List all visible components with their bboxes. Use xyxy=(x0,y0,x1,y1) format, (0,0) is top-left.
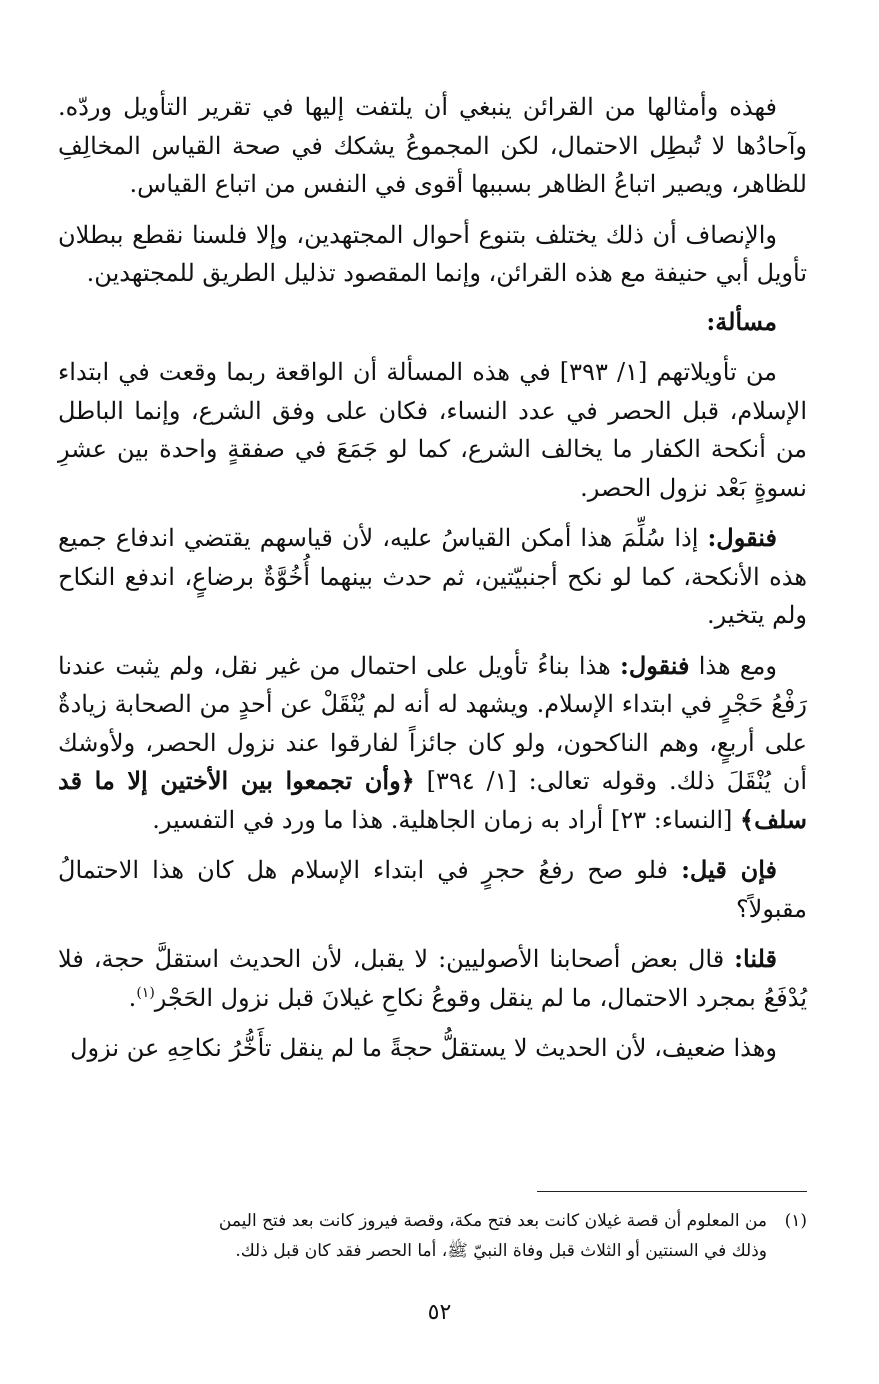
paragraph-2: والإنصاف أن ذلك يختلف بتنوع أحوال المجتهدين، وإلا فلسنا نقطع ببطلان تأويل أبي حنيفة مع هذه القرائن، وإنما المقصود تذليل الطريق للمجتهدين. xyxy=(58,220,807,287)
footnote-text-line-1: من المعلوم أن قصة غيلان كانت بعد فتح مكة، وقصة فيروز كانت بعد فتح اليمن xyxy=(218,1211,767,1231)
paragraph-7-body: قال بعض أصحابنا الأصوليين: لا يقبل، لأن الحديث استقلَّ حجة، فلا يُدْفَعُ بمجرد الاحتمال، ما لم ينقل وقوعُ نكاحِ غيلانَ قبل نزول الحَجْر xyxy=(58,945,807,1012)
paragraph-5 xyxy=(58,647,807,840)
lead-word: فنقول: xyxy=(619,650,690,680)
lead-word: فإن قيل: xyxy=(681,855,777,884)
paragraph-6 xyxy=(58,851,807,928)
paragraph-4 xyxy=(58,519,807,635)
footnote-marker: (١) xyxy=(136,984,155,1001)
paragraph-6-body: فلو صح رفعُ حجرٍ في ابتداء الإسلام هل كان هذا الاحتمالُ مقبولاً؟ xyxy=(58,856,807,923)
paragraph-5-body: هذا بناءُ تأويل على احتمال من غير نقل، ولم يثبت عندنا رَفْعُ حَجْرٍ في ابتداء الإسلام. ويشهد له أنه لم يُنْقَلْ عن أحدٍ من الصحابة زيادةٌ على أربعٍ، وهم الناكحون، ولو كان جائزاً لفارقوا عند نزول الحصر، ولأوشك أن يُنْقَلَ ذلك. وقوله تعالى: [١/ ٣٩٤] xyxy=(58,651,808,795)
footnote-text-line-2: وذلك في السنتين أو الثلاث قبل وفاة النبيّ ﷺ، أما الحصر فقد كان قبل ذلك. xyxy=(235,1241,767,1261)
paragraph-4-body: إذا سُلِّمَ هذا أمكن القياسُ عليه، لأن قياسهم يقتضي اندفاع جميع هذه الأنكحة، كما لو نكح أجنبيّتين، ثم حدث بينهما أُخُوَّةٌ برضاعٍ، اندفع النكاح ولم يتخير. xyxy=(58,524,807,629)
lead-word: فنقول: xyxy=(707,523,777,552)
paragraph-1: فهذه وأمثالها من القرائن ينبغي أن يلتفت إليها في تقرير التأويل وردّه. وآحادُها لا تُبطِل الاحتمال، لكن المجموعُ يشكك في صحة القياس المخالِفِ للظاهر، ويصير اتباعُ الظاهر بسببها أقوى في النفس من اتباع القياس. xyxy=(58,93,807,198)
lead-word: قلنا: xyxy=(734,944,777,973)
paragraph-3: من تأويلاتهم [١/ ٣٩٣] في هذه المسألة أن الواقعة ربما وقعت في ابتداء الإسلام، قبل الحصر في عدد النساء، فكان على وفق الشرع، وإنما الباطل من أنكحة الكفار ما يخالف الشرع، كما لو جَمَعَ في صفقةٍ واحدة بين عشرِ نسوةٍ بَعْد نزول الحصر. xyxy=(58,358,807,502)
paragraph-5-tail: [النساء: ٢٣] أراد به زمان الجاهلية. هذا ما ورد في التفسير. xyxy=(152,805,741,834)
section-heading: مسألة: xyxy=(706,306,777,336)
page-number: ٥٢ xyxy=(427,1300,452,1325)
paragraph-7 xyxy=(58,940,807,1017)
paragraph-7-end: . xyxy=(128,983,137,1012)
paragraph-5-pre: ومع هذا xyxy=(689,651,777,680)
footnote xyxy=(58,1206,807,1266)
footnote-number: (١) xyxy=(784,1211,807,1231)
paragraph-8: وهذا ضعيف، لأن الحديث لا يستقلُّ حجةً ما لم ينقل تأَخُّرُ نكاحِهِ عن نزول xyxy=(70,1034,777,1062)
footnote-separator xyxy=(537,1191,807,1192)
quran-verse: ﴿وأن تجمعوا بين الأختين إلا ما قد سلف﴾ xyxy=(58,766,807,834)
